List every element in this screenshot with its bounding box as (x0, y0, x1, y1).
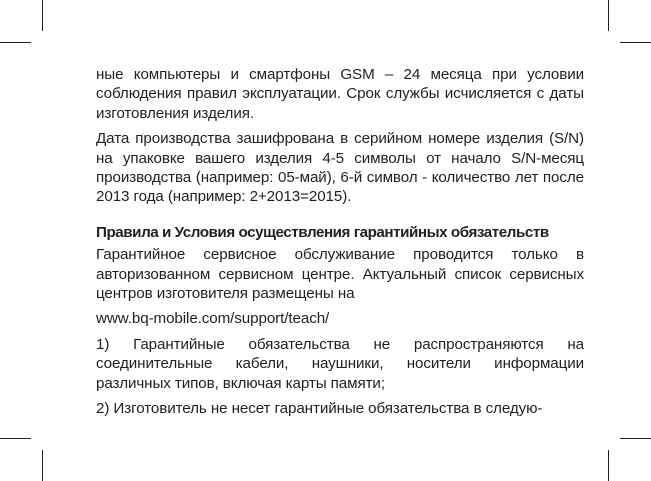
crop-mark-top-right-h (620, 42, 651, 43)
support-url: www.bq-mobile.com/support/teach/ (96, 310, 330, 328)
paragraph-service-intro: Гарантийное сервисное обслуживание проводится только в авторизованном сервисном центре. Актуальный список сервисных центров изготовителя размещены на (96, 246, 584, 303)
page-content (96, 65, 584, 425)
section-heading: Правила и Условия осуществления гарантийных обязательств (96, 223, 549, 241)
crop-mark-bottom-left (42, 450, 43, 481)
crop-mark-top-left (42, 0, 43, 31)
list-item-1: 1) Гарантийные обязательства не распространяются на соединительные кабели, наушники, носители информации различных типов, включая карты памяти; (96, 335, 584, 392)
paragraph-production-date: Дата производства зашифрована в серийном номере изделия (S/N) на упаковке вашего изделия 4-5 символы от начало S/N-месяц производства (например: 05-май), 6-й символ - количество лет после 2013 года (например: 2+2013=2015). (96, 130, 584, 206)
crop-mark-top-right (608, 0, 609, 31)
paragraph-warranty-period: ные компьютеры и смартфоны GSM – 24 месяца при условии соблюдения правил эксплуатации. Срок службы исчисляется с даты изготовления изделия. (96, 66, 584, 122)
crop-mark-top-left-h (0, 42, 31, 43)
crop-mark-bottom-right (608, 450, 609, 481)
crop-mark-bottom-left-h (0, 438, 31, 439)
list-item-2: 2) Изготовитель не несет гарантийные обязательства в следую- (96, 400, 543, 418)
crop-mark-bottom-right-h (620, 438, 651, 439)
